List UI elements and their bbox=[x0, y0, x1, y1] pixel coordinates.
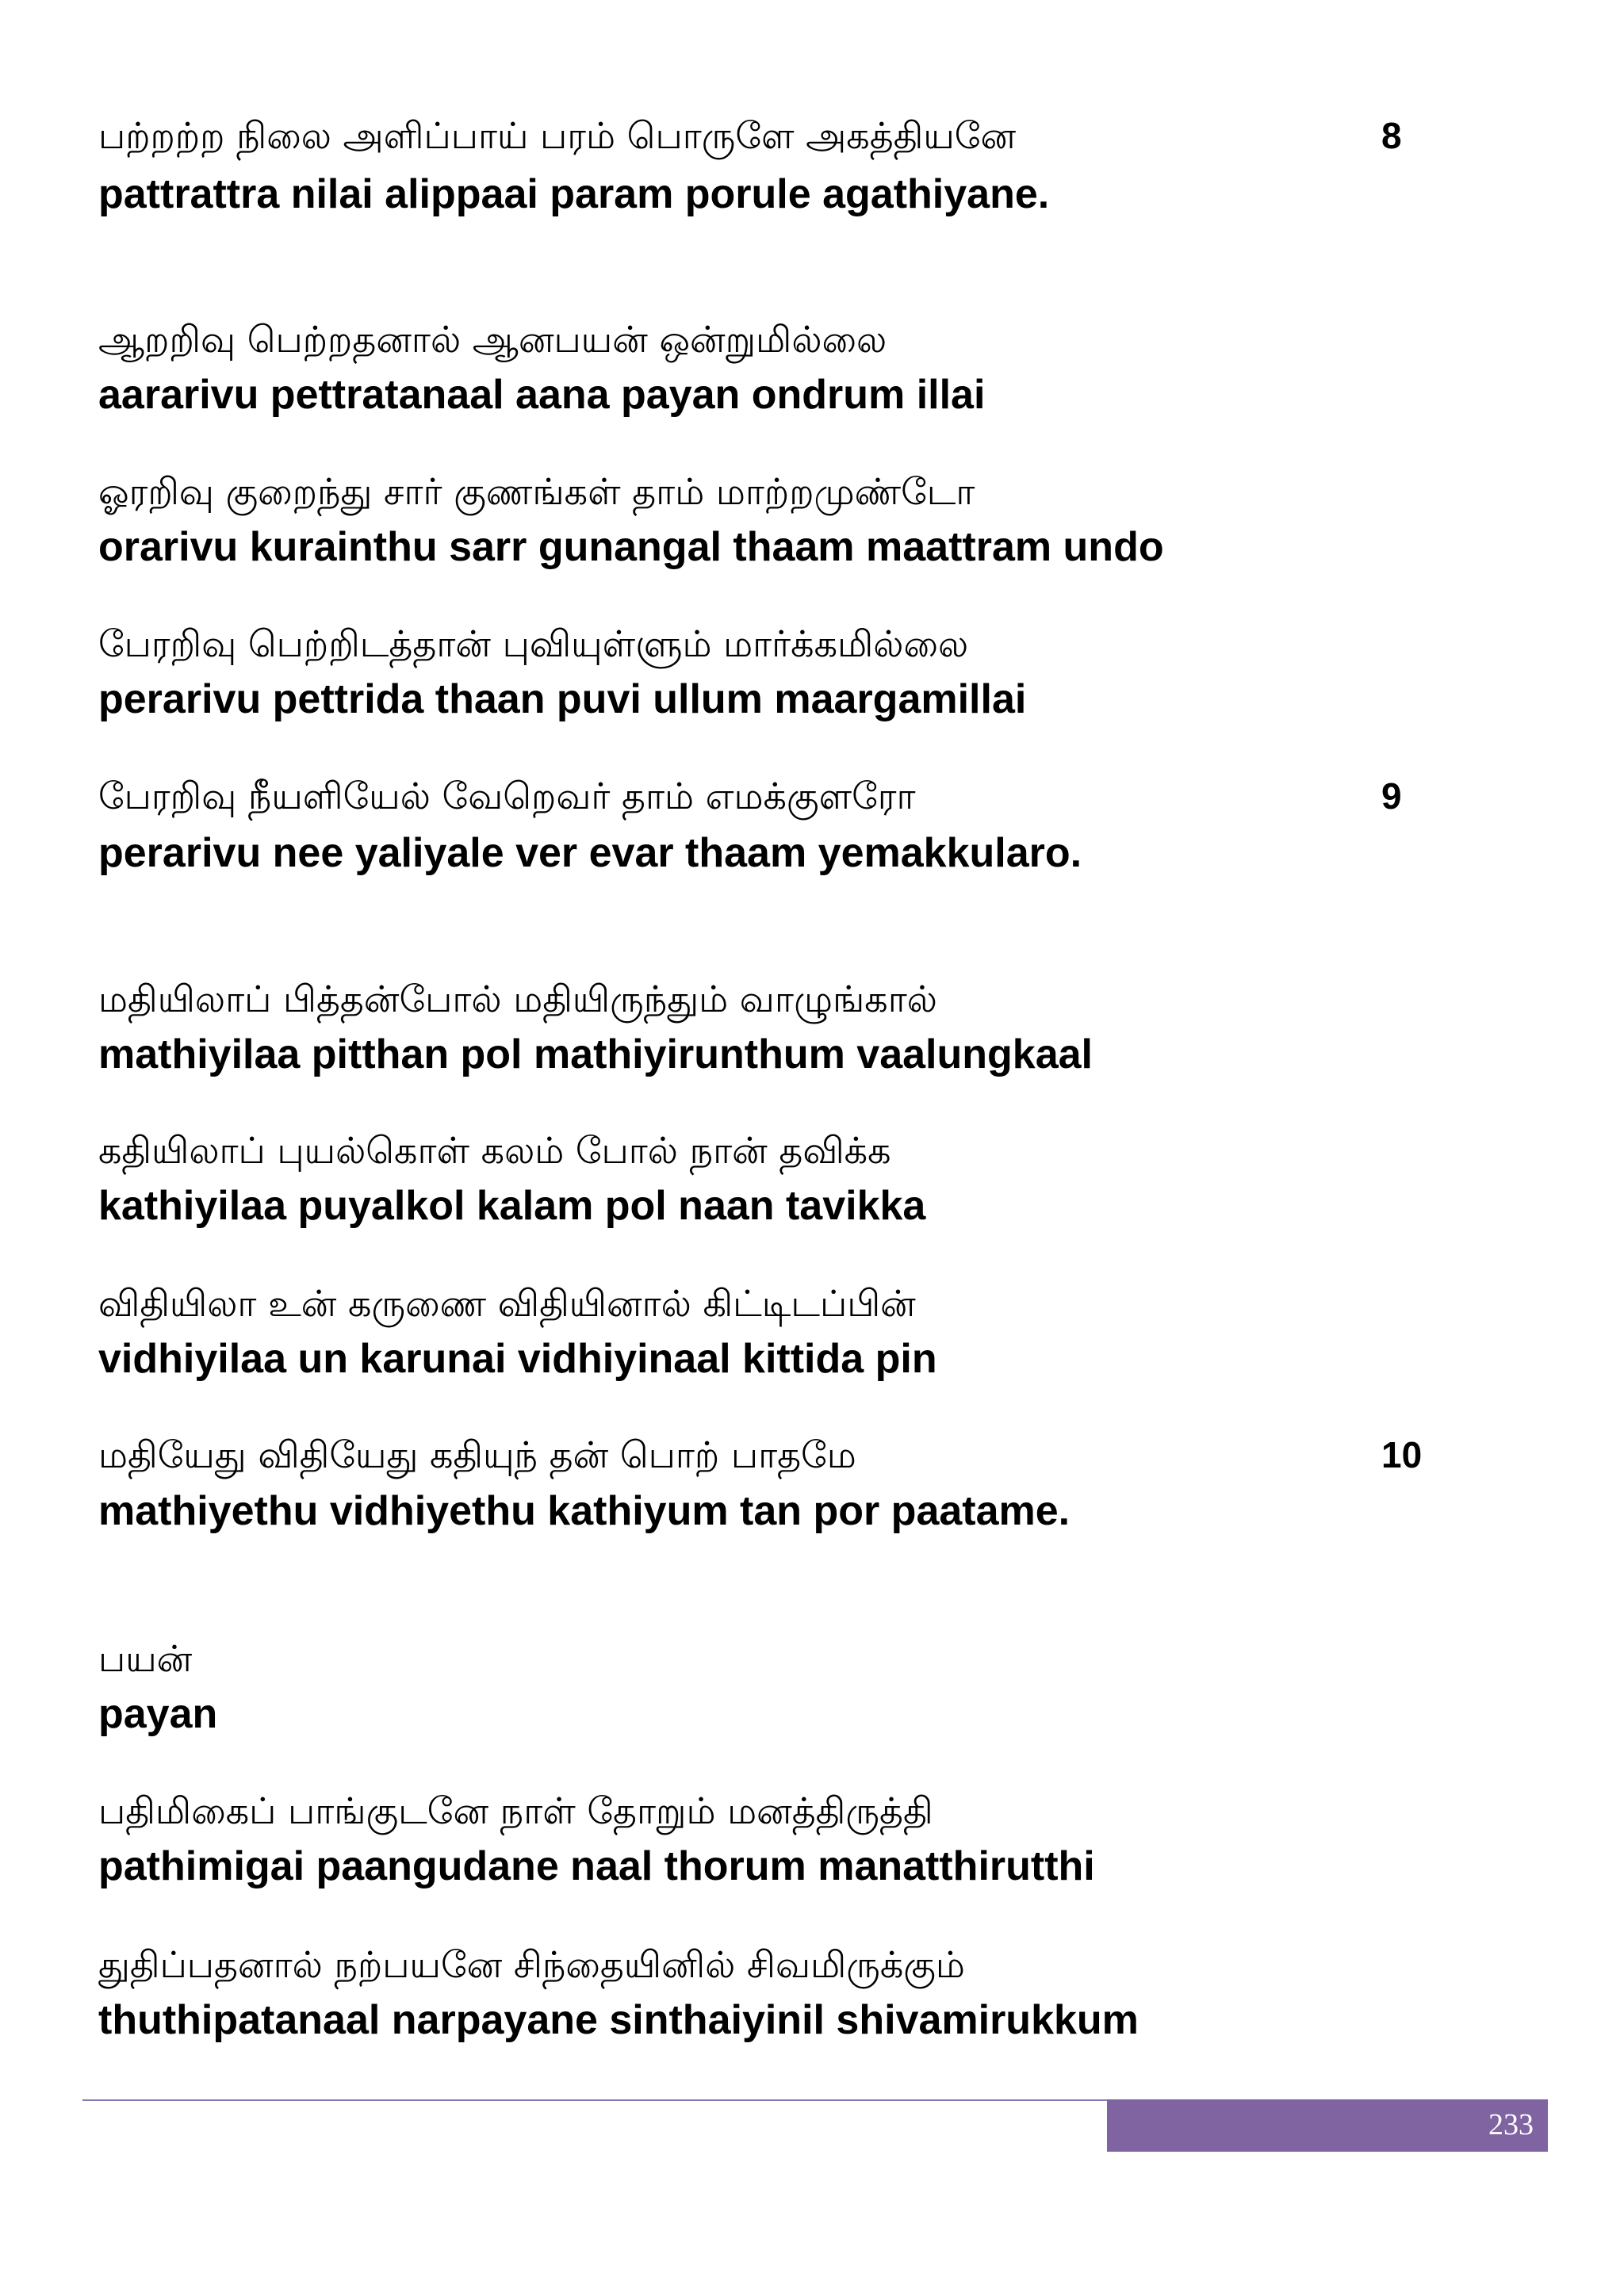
transliteration-line: orarivu kurainthu sarr gunangal thaam maattram undo bbox=[98, 524, 1164, 570]
tamil-line: துதிப்பதனால் நற்பயனே சிந்தையினில் சிவமிருக்கும் bbox=[98, 1943, 965, 1986]
verse-number: 9 bbox=[1381, 775, 1402, 817]
transliteration-line: mathiyethu vidhiyethu kathiyum tan por paatame. bbox=[98, 1488, 1071, 1534]
tamil-line: பற்றற்ற நிலை அளிப்பாய் பரம் பொருளே அகத்தியனே bbox=[98, 114, 1017, 157]
tamil-line: பேரறிவு பெற்றிடத்தான் புவியுள்ளும் மார்க்கமில்லை bbox=[98, 622, 969, 665]
section-heading-transliteration: payan bbox=[98, 1691, 218, 1737]
transliteration-line: mathiyilaa pitthan pol mathiyirunthum vaalungkaal bbox=[98, 1031, 1093, 1077]
tamil-line: ஆறறிவு பெற்றதனால் ஆனபயன் ஒன்றுமில்லை bbox=[98, 318, 887, 361]
tamil-line: பேரறிவு நீயளியேல் வேறெவர் தாம் எமக்குளரோ bbox=[98, 775, 916, 817]
verse-number: 8 bbox=[1381, 115, 1402, 156]
tamil-line: ஓரறிவு குறைந்து சார் குணங்கள் தாம் மாற்றமுண்டோ bbox=[98, 470, 975, 513]
transliteration-line: pathimigai paangudane naal thorum manatthirutthi bbox=[98, 1843, 1095, 1889]
transliteration-line: perarivu pettrida thaan puvi ullum maargamillai bbox=[98, 676, 1027, 722]
tamil-line: மதியிலாப் பித்தன்போல் மதியிருந்தும் வாழுங்கால் bbox=[98, 978, 937, 1020]
tamil-line: விதியிலா உன் கருணை விதியினால் கிட்டிடப்பின் bbox=[98, 1282, 916, 1325]
transliteration-line: perarivu nee yaliyale ver evar thaam yemakkularo. bbox=[98, 830, 1082, 876]
transliteration-line: thuthipatanaal narpayane sinthaiyinil shivamirukkum bbox=[98, 1997, 1139, 2043]
transliteration-line: pattrattra nilai alippaai param porule agathiyane. bbox=[98, 171, 1050, 217]
tamil-line: கதியிலாப் புயல்கொள் கலம் போல் நான் தவிக்க bbox=[98, 1129, 891, 1172]
transliteration-line: vidhiyilaa un karunai vidhiyinaal kittida pin bbox=[98, 1336, 937, 1382]
page-number: 233 bbox=[1488, 2108, 1534, 2141]
transliteration-line: aararivu pettratanaal aana payan ondrum illai bbox=[98, 372, 986, 418]
tamil-line: மதியேது விதியேது கதியுந் தன் பொற் பாதமே bbox=[98, 1433, 856, 1476]
section-heading-tamil: பயன் bbox=[98, 1637, 193, 1680]
tamil-line: பதிமிகைப் பாங்குடனே நாள் தோறும் மனத்திருத்தி bbox=[98, 1789, 933, 1832]
page-number-tab bbox=[1107, 2099, 1548, 2152]
verse-number: 10 bbox=[1381, 1434, 1423, 1475]
transliteration-line: kathiyilaa puyalkol kalam pol naan tavikka bbox=[98, 1183, 926, 1229]
